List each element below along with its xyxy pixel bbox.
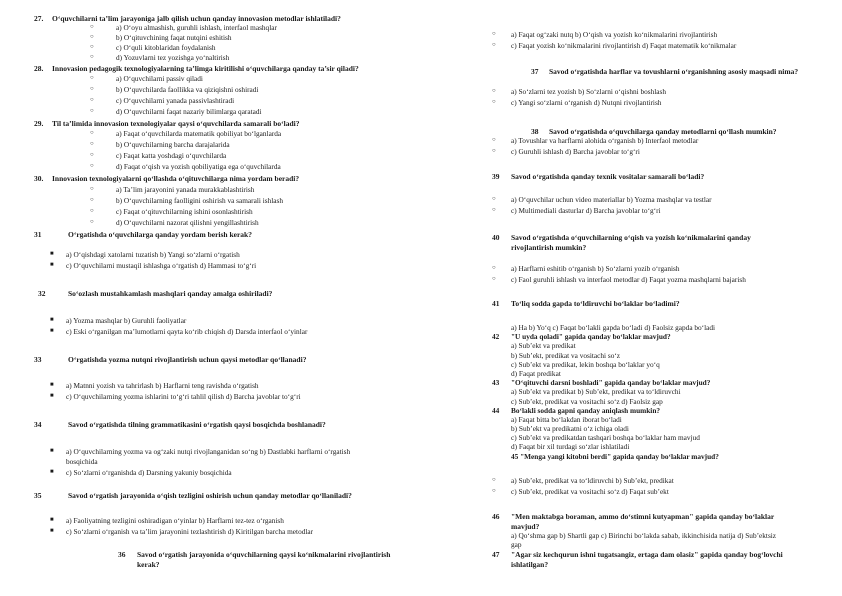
bullet-icon: ■ bbox=[50, 517, 54, 523]
option-radio[interactable]: ○ bbox=[90, 197, 94, 203]
block-line-text: a) Ha b) Yo‘q c) Faqat bo‘lakli gapda bo‘ladi d) Faolsiz gapda bo‘ladi bbox=[511, 323, 716, 332]
block-line-text: a) Sub’ekt va predikat b) Sub’ekt, predikat va to‘ldiruvchi bbox=[511, 387, 681, 397]
bullet-icon: ■ bbox=[50, 317, 54, 323]
q45-option-ab: a) Sub’ekt, predikat va to‘ldiruvchi b) Sub’ekt, predikat bbox=[511, 476, 674, 485]
q28-option-d: d) O‘quvchilarni faqat nazariy bilimlarga qaratadi bbox=[116, 107, 262, 116]
bullet-icon: ■ bbox=[50, 528, 54, 534]
q31-option-ab: a) O‘qishdagi xatolarni tuzatish b) Yangi so‘zlarni o‘rgatish bbox=[66, 250, 240, 259]
bullet-icon: ■ bbox=[50, 448, 54, 454]
question-36-text-cont: kerak? bbox=[137, 560, 160, 569]
block-line-text: c) Sub’ekt va predikat, lekin boshqa bo‘laklar yo‘q bbox=[511, 359, 660, 369]
bullet-icon: ■ bbox=[50, 393, 54, 399]
q35-option-ab: a) Faoliyatning tezligini oshiradigan o‘yinlar b) Harflarni tez-tez o‘rganish bbox=[66, 516, 284, 525]
question-34-text: Savod o‘rgatishda tilning grammatikasini o‘rgatish qaysi bosqichda boshlanadi? bbox=[68, 420, 326, 429]
question-27-text: O‘quvchilarni ta’lim jarayoniga jalb qilish uchun qanday innovasion metodlar ishlatiladi? bbox=[52, 14, 341, 23]
question-31-number: 31 bbox=[34, 230, 42, 239]
option-radio[interactable]: ○ bbox=[90, 54, 94, 60]
question-38-number: 38 bbox=[531, 127, 539, 136]
question-46-text-cont: mavjud? bbox=[511, 522, 540, 531]
block-line-text: b) Sub’ekt, predikat va vositachi so‘z bbox=[511, 350, 621, 360]
option-radio[interactable]: ○ bbox=[492, 31, 496, 37]
question-31-text: O‘rgatishda o‘quvchilarga qanday yordam berish kerak? bbox=[68, 230, 252, 239]
q46-options: a) Qo‘shma gap b) Shartli gap c) Birinchi bo‘lakda sabab, ikkinchisida natija d) Sub’ektsiz bbox=[511, 531, 777, 540]
block-line-text: c) Sub’ekt va predikatdan tashqari boshqa bo‘laklar ham mavjud bbox=[511, 433, 700, 443]
bullet-icon: ■ bbox=[50, 328, 54, 334]
block-line-text: d) Faqat bir xil turdagi so‘zlar ishlatiladi bbox=[511, 442, 630, 452]
block-question-line bbox=[511, 453, 831, 462]
option-radio[interactable]: ○ bbox=[492, 265, 496, 271]
block-line-text: c) Sub’ekt, predikat va vositachi so‘z d) Faolsiz gap bbox=[511, 396, 663, 406]
block-line-text: "U uyda qoladi" gapida qanday bo‘laklar mavjud? bbox=[511, 332, 671, 342]
right-column bbox=[421, 0, 842, 596]
option-radio[interactable]: ○ bbox=[90, 208, 94, 214]
question-35-number: 35 bbox=[34, 491, 42, 500]
option-radio[interactable]: ○ bbox=[492, 99, 496, 105]
question-47-number: 47 bbox=[492, 550, 500, 559]
option-radio[interactable]: ○ bbox=[90, 108, 94, 114]
question-47-text-cont: ishlatilgan? bbox=[511, 560, 549, 569]
option-radio[interactable]: ○ bbox=[90, 186, 94, 192]
q27-option-b: b) O‘qituvchining faqat nutqini eshitish bbox=[116, 33, 232, 42]
option-radio[interactable]: ○ bbox=[492, 42, 496, 48]
option-radio[interactable]: ○ bbox=[90, 152, 94, 158]
option-radio[interactable]: ○ bbox=[492, 196, 496, 202]
option-radio[interactable]: ○ bbox=[90, 130, 94, 136]
question-46-text: "Men maktabga boraman, ammo do‘stimni kutyapman" gapida qanday bo‘laklar bbox=[511, 512, 775, 521]
option-radio[interactable]: ○ bbox=[90, 86, 94, 92]
option-radio[interactable]: ○ bbox=[90, 163, 94, 169]
question-47-text: "Agar siz kechqurun ishni tugatsangiz, ertaga dam olasiz" gapida qanday bog‘lovchi bbox=[511, 550, 783, 559]
q28-option-c: c) O‘quvchilarni yanada passivlashtiradi bbox=[116, 96, 235, 105]
option-radio[interactable]: ○ bbox=[492, 477, 496, 483]
block-line-text: d) Faqat predikat bbox=[511, 368, 561, 378]
q34-option-ab: a) O‘quvchilarning yozma va og‘zaki nutqi rivojlanganidan so‘ng b) Dastlabki harflarni o‘rgatish bbox=[66, 447, 351, 456]
question-36-number: 36 bbox=[118, 550, 126, 559]
q37-option-ab: a) So‘zlarni tez yozish b) So‘zlarni o‘qishni boshlash bbox=[511, 87, 667, 96]
q33-option-ab: a) Matnni yozish va tahrirlash b) Harflarni teng ravishda o‘rgatish bbox=[66, 381, 259, 390]
q32-option-cd: c) Eski o‘rganilgan ma’lumotlarni qayta ko‘rib chiqish d) Darsda interfaol o‘yinlar bbox=[66, 327, 308, 336]
question-37-text: Savod o‘rgatishda harflar va tovushlarni o‘rganishning asosiy maqsadi nima? bbox=[549, 67, 799, 76]
question-39-number: 39 bbox=[492, 172, 500, 181]
q30-option-a: a) Ta’lim jarayonini yanada murakkablashtirish bbox=[116, 185, 255, 194]
question-39-text: Savod o‘rgatishda qanday texnik vositalar samarali bo‘ladi? bbox=[511, 172, 705, 181]
questions-41-45-block bbox=[492, 323, 831, 462]
q45-option-cd: c) Sub’ekt, predikat va vositachi so‘z d) Faqat sub’ekt bbox=[511, 487, 669, 496]
q36-option-ab: a) Faqat og‘zaki nutq b) O‘qish va yozish ko‘nikmalarini rivojlantirish bbox=[511, 30, 718, 39]
question-28-text: Innovasion pedagogik texnologiyalarning ta’limga kiritilishi o‘quvchilarga qanday ta’sir qiladi? bbox=[52, 64, 359, 73]
option-radio[interactable]: ○ bbox=[492, 488, 496, 494]
q36-option-cd: c) Faqat yozish ko‘nikmalarini rivojlantirish d) Faqat matematik ko‘nikmalar bbox=[511, 41, 737, 50]
bullet-icon: ■ bbox=[50, 262, 54, 268]
question-30-text: Innovasion texnologiyalarni qo‘llashda o‘qituvchilarga nima yordam beradi? bbox=[52, 174, 300, 183]
question-40-text-cont: rivojlantirish mumkin? bbox=[511, 243, 587, 252]
q38-option-ab: a) Tovushlar va harflarni alohida o‘rganish b) Interfaol metodlar bbox=[511, 136, 699, 145]
block-line-text: b) Sub’ekt va predikatni o‘z ichiga oladi bbox=[511, 424, 629, 434]
question-27-number: 27. bbox=[34, 14, 44, 23]
question-29-number: 29. bbox=[34, 119, 44, 128]
q29-option-a: a) Faqat o‘quvchilarda matematik qobiliyat bo‘lganlarda bbox=[116, 129, 282, 138]
q40-option-ab: a) Harflarni eshitib o‘rganish b) So‘zlarni yozib o‘rganish bbox=[511, 264, 680, 273]
block-line-text: a) Faqat bitta bo‘lakdan iborat bo‘ladi bbox=[511, 414, 622, 424]
question-40-number: 40 bbox=[492, 233, 500, 242]
q32-option-ab: a) Yozma mashqlar b) Guruhli faoliyatlar bbox=[66, 316, 187, 325]
block-line-text: "O‘qituvchi darsni boshladi" gapida qanday bo‘laklar mavjud? bbox=[511, 378, 711, 388]
q28-option-a: a) O‘quvchilarni passiv qiladi bbox=[116, 74, 203, 83]
q39-option-cd: c) Multimediali dasturlar d) Barcha javoblar to‘g‘ri bbox=[511, 206, 661, 215]
block-line-text: 45 "Menga yangi kitobni berdi" gapida qanday bo‘laklar mavjud? bbox=[511, 451, 719, 461]
q40-option-cd: c) Faol guruhli ishlash va interfaol metodlar d) Faqat yozma mashqlarni bajarish bbox=[511, 275, 746, 284]
option-radio[interactable]: ○ bbox=[90, 34, 94, 40]
question-36-text: Savod o‘rgatish jarayonida o‘quvchilarning qaysi ko‘nikmalarini rivojlantirish bbox=[137, 550, 391, 559]
option-radio[interactable]: ○ bbox=[90, 141, 94, 147]
bullet-icon: ■ bbox=[50, 469, 54, 475]
option-radio[interactable]: ○ bbox=[492, 148, 496, 154]
block-question-number: 42 bbox=[492, 332, 500, 342]
option-radio[interactable]: ○ bbox=[492, 207, 496, 213]
option-radio[interactable]: ○ bbox=[90, 97, 94, 103]
q30-option-d: d) O‘quvchilarni nazorat qilishni yengillashtirish bbox=[116, 218, 259, 227]
q46-options-cont: gap bbox=[511, 540, 522, 549]
q31-option-cd: c) O‘quvchilarni mustaqil ishlashga o‘rgatish d) Hammasi to‘g‘ri bbox=[66, 261, 257, 270]
block-question-number: 43 bbox=[492, 378, 500, 388]
q30-option-c: c) Faqat o‘qituvchilarning ishini osonlashtirish bbox=[116, 207, 253, 216]
question-33-number: 33 bbox=[34, 355, 42, 364]
q27-option-c: c) O‘quli kitoblaridan foydalanish bbox=[116, 43, 216, 52]
block-question-number: 44 bbox=[492, 405, 500, 415]
question-41-text: To‘liq sodda gapda to‘ldiruvchi bo‘laklar bo‘ladimi? bbox=[511, 299, 680, 308]
bullet-icon: ■ bbox=[50, 382, 54, 388]
q28-option-b: b) O‘quvchilarda faollikka va qiziqishni oshiradi bbox=[116, 85, 259, 94]
question-38-text: Savod o‘rgatishda o‘quvchilarga qanday metodlarni qo‘llash mumkin? bbox=[549, 127, 777, 136]
q33-option-cd: c) O‘quvchilarning yozma ishlarini to‘g‘ri tahlil qilish d) Barcha javoblar to‘g‘ri bbox=[66, 392, 301, 401]
option-radio[interactable]: ○ bbox=[492, 276, 496, 282]
q29-option-b: b) O‘quvchilarning barcha darajalarida bbox=[116, 140, 230, 149]
q34-option-cd: c) So‘zlarni o‘rganishda d) Darsning yakuniy bosqichida bbox=[66, 468, 232, 477]
q29-option-c: c) Faqat katta yoshdagi o‘quvchilarda bbox=[116, 151, 227, 160]
block-line-text: a) Sub’ekt va predikat bbox=[511, 341, 576, 351]
question-30-number: 30. bbox=[34, 174, 44, 183]
question-29-text: Til ta’limida innovasion texnologiyalar qaysi o‘quvchilarda samarali bo‘ladi? bbox=[52, 119, 300, 128]
question-32-number: 32 bbox=[38, 289, 46, 298]
question-41-number: 41 bbox=[492, 299, 500, 308]
question-32-text: So‘ozlash mustahkamlash mashqlari qanday amalga oshiriladi? bbox=[68, 289, 273, 298]
q29-option-d: d) Faqat o‘qish va yozish qobiliyatiga ega o‘quvchilarda bbox=[116, 162, 281, 171]
q34-option-ab-cont: bosqichida bbox=[66, 457, 98, 466]
option-radio[interactable]: ○ bbox=[90, 75, 94, 81]
q35-option-cd: c) So‘zlarni o‘rganish va ta’lim jarayonini tezlashtirish d) Kiritilgan barcha metodlar bbox=[66, 527, 314, 536]
q39-option-ab: a) O‘quvchilar uchun video materiallar b) Yozma mashqlar va testlar bbox=[511, 195, 712, 204]
option-radio[interactable]: ○ bbox=[492, 137, 496, 143]
question-28-number: 28. bbox=[34, 64, 44, 73]
option-radio[interactable]: ○ bbox=[90, 44, 94, 50]
q27-option-a: a) O‘oyu almashish, guruhli ishlash, interfaol mashqlar bbox=[116, 23, 277, 32]
q37-option-cd: c) Yangi so‘zlarni o‘rganish d) Nutqni rivojlantirish bbox=[511, 98, 662, 107]
bullet-icon: ■ bbox=[50, 251, 54, 257]
q38-option-cd: c) Guruhli ishlash d) Barcha javoblar to‘g‘ri bbox=[511, 147, 640, 156]
question-35-text: Savod o‘rgatish jarayonida o‘qish tezligini oshirish uchun qanday metodlar qo‘llaniladi? bbox=[68, 491, 352, 500]
question-40-text: Savod o‘rgatishda o‘quvchilarning o‘qish va yozish ko‘nikmalarini qanday bbox=[511, 233, 751, 242]
question-33-text: O‘rgatishda yozma nutqni rivojlantirish uchun qaysi metodlar qo‘llanadi? bbox=[68, 355, 307, 364]
q27-option-d: d) Yozuvlarni tez yozishga yo‘naltirish bbox=[116, 53, 230, 62]
option-radio[interactable]: ○ bbox=[492, 88, 496, 94]
question-37-number: 37 bbox=[531, 67, 539, 76]
option-radio[interactable]: ○ bbox=[90, 219, 94, 225]
option-radio[interactable]: ○ bbox=[90, 24, 94, 30]
block-line-text: Bo‘lakli sodda gapni qanday aniqlash mumkin? bbox=[511, 405, 661, 415]
q30-option-b: b) O‘quvchilarning faolligini oshirish va samarali ishlash bbox=[116, 196, 283, 205]
question-46-number: 46 bbox=[492, 512, 500, 521]
question-34-number: 34 bbox=[34, 420, 42, 429]
